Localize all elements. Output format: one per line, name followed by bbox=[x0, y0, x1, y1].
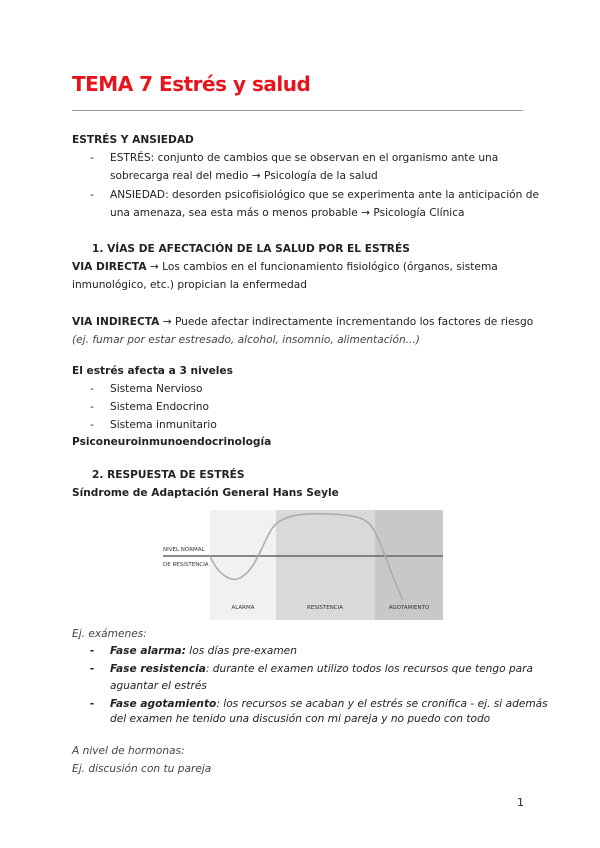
paragraph: Ej. discusión con tu pareja bbox=[72, 763, 212, 775]
text: ESTRÉS: conjunto de cambios que se observan en el organismo ante una bbox=[110, 152, 499, 164]
text: → Los cambios en el funcionamiento fisiológico (órganos, sistema bbox=[146, 261, 498, 273]
phase-agotamiento-bg bbox=[375, 510, 443, 620]
label-resistance: DE RESISTENCIA bbox=[163, 562, 209, 568]
list-item: - Fase resistencia: durante el examen utilizo todos los recursos que tengo para bbox=[90, 663, 534, 675]
list-item: - ANSIEDAD: desorden psicofisiológico que se experimenta ante la anticipación de bbox=[90, 189, 539, 201]
list-item: - Sistema Nervioso bbox=[90, 383, 203, 395]
text: ANSIEDAD: desorden psicofisiológico que se experimenta ante la anticipación de bbox=[110, 189, 539, 201]
list-item-cont: aguantar el estrés bbox=[110, 680, 207, 692]
example-heading: Ej. exámenes: bbox=[72, 628, 147, 640]
text: : los recursos se acaban y el estrés se cronifica - ej. si además bbox=[216, 698, 548, 710]
label: Fase agotamiento bbox=[110, 698, 217, 710]
list-item: - Fase alarma: los días pre-examen bbox=[90, 645, 297, 657]
list-item: - Sistema inmunitario bbox=[90, 419, 217, 431]
phase-resistencia-bg bbox=[276, 510, 375, 620]
list-item: - Sistema Endocrino bbox=[90, 401, 209, 413]
subheading: Síndrome de Adaptación General Hans Seyle bbox=[72, 487, 339, 499]
text: Sistema Nervioso bbox=[110, 383, 203, 395]
text: → Puede afectar indirectamente incrementando los factores de riesgo bbox=[159, 316, 534, 328]
section-heading: ESTRÉS Y ANSIEDAD bbox=[72, 134, 194, 146]
list-item: - Fase agotamiento: los recursos se acaban y el estrés se cronifica - ej. si además bbox=[90, 698, 548, 710]
list-item-cont: del examen he tenido una discusión con mi pareja y no puedo con todo bbox=[110, 713, 491, 725]
list-item: - ESTRÉS: conjunto de cambios que se observan en el organismo ante una bbox=[90, 152, 499, 164]
subheading: El estrés afecta a 3 niveles bbox=[72, 365, 233, 377]
text: Sistema inmunitario bbox=[110, 419, 217, 431]
section-heading: 1. VÍAS DE AFECTACIÓN DE LA SALUD POR EL ESTRÉS bbox=[92, 243, 410, 255]
paragraph-cont: inmunológico, etc.) propician la enfermedad bbox=[72, 279, 307, 291]
phase-label: RESISTENCIA bbox=[306, 605, 344, 611]
paragraph: A nivel de hormonas: bbox=[72, 745, 185, 757]
label: Fase alarma: bbox=[110, 645, 186, 657]
label: VIA DIRECTA bbox=[72, 261, 147, 273]
phase-label: ALARMA bbox=[231, 605, 255, 611]
label: VIA INDIRECTA bbox=[72, 316, 160, 328]
list-item-cont: una amenaza, sea esta más o menos probable → Psicología Clínica bbox=[110, 207, 465, 219]
text: los días pre-examen bbox=[185, 645, 297, 657]
phase-alarma-bg bbox=[210, 510, 276, 620]
title-divider bbox=[72, 110, 523, 111]
term: Psiconeuroinmunoendocrinología bbox=[72, 436, 272, 448]
paragraph bbox=[72, 261, 498, 273]
example-text: (ej. fumar por estar estresado, alcohol, insomnio, alimentación...) bbox=[72, 334, 420, 346]
page-number: 1 bbox=[517, 796, 524, 809]
page-title: TEMA 7 Estrés y salud bbox=[72, 72, 311, 96]
phase-label: AGOTAMIENTO bbox=[388, 605, 430, 611]
paragraph bbox=[72, 316, 533, 328]
text: Sistema Endocrino bbox=[110, 401, 209, 413]
list-item-cont: sobrecarga real del medio → Psicología de la salud bbox=[110, 170, 378, 182]
adaptation-syndrome-figure bbox=[163, 510, 443, 620]
section-heading: 2. RESPUESTA DE ESTRÉS bbox=[92, 469, 245, 481]
label-normal: NIVEL NORMAL bbox=[163, 547, 205, 553]
label: Fase resistencia bbox=[110, 663, 206, 675]
text: : durante el examen utilizo todos los recursos que tengo para bbox=[205, 663, 534, 675]
